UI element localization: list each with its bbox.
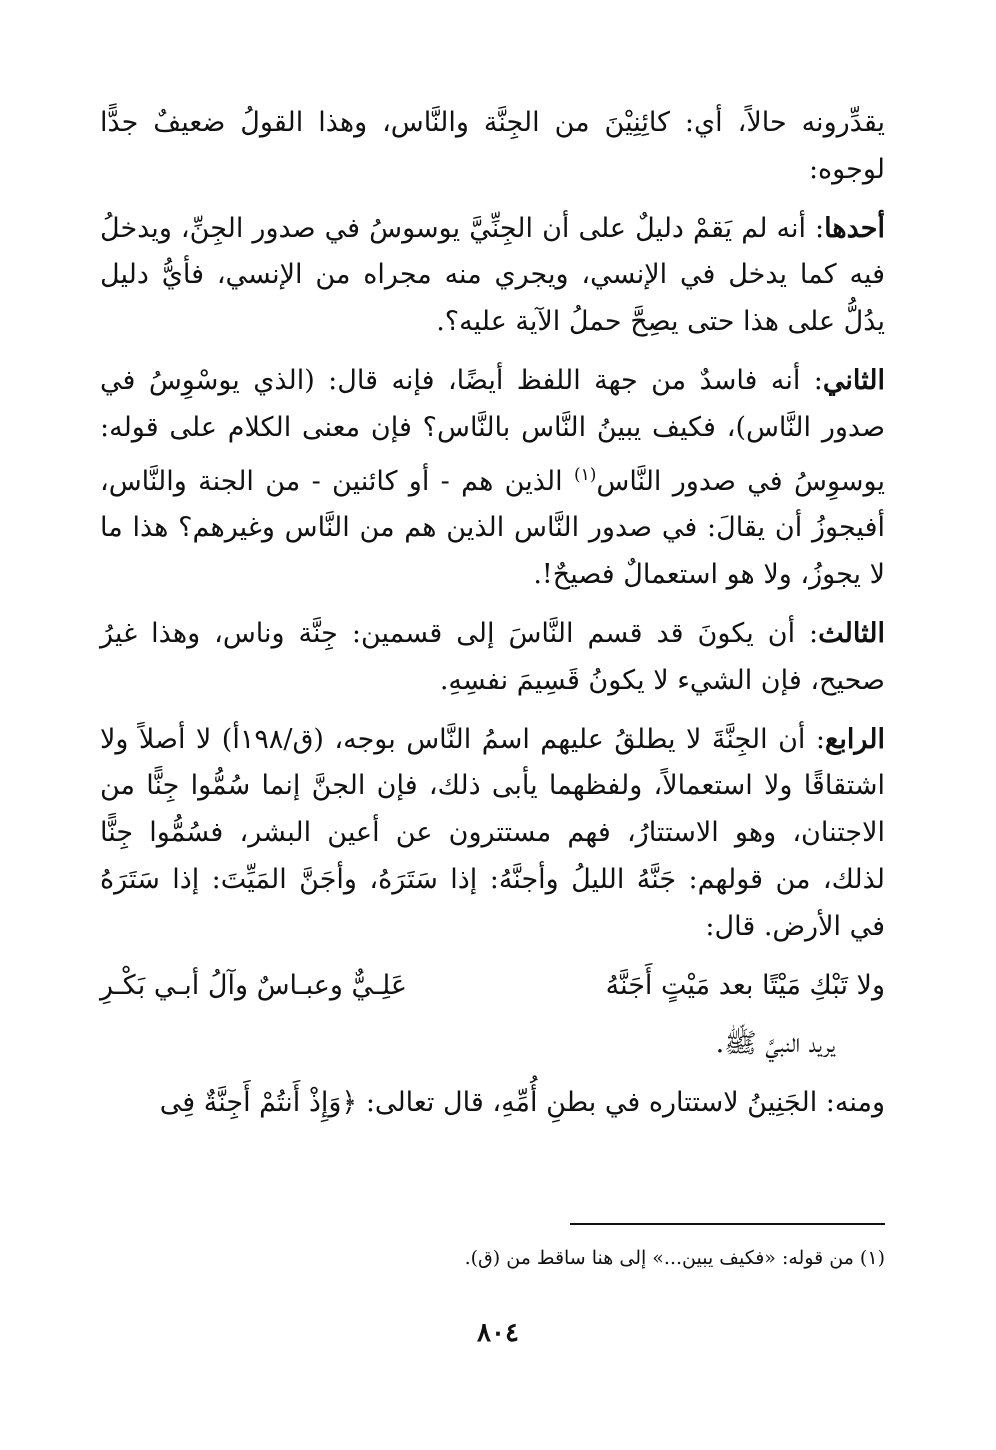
second-reason-text-rest: الذين هم - أو كائنين - من الجنة والنَّاس، أفيجوزُ أن يقالَ: في صدور النَّاس الذين هم من النَّاس وغيرهم؟ هذا ما لا يجوزُ، ولا هو استعمالٌ فصيحٌ!. bbox=[100, 465, 885, 591]
paragraph-fourth-reason bbox=[100, 717, 885, 951]
main-text bbox=[100, 100, 885, 1139]
footnote-text: (١) من قوله: «فكيف يبين...» إلى هنا ساقط من (ق). bbox=[464, 1247, 885, 1269]
second-reason-heading: الثاني bbox=[822, 364, 885, 396]
paragraph-janin bbox=[100, 1080, 885, 1127]
footnote bbox=[100, 1243, 885, 1273]
paragraph-first-reason bbox=[100, 206, 885, 346]
poetry-verse bbox=[100, 963, 885, 1010]
paragraph-intro bbox=[100, 100, 885, 194]
footnote-ref-1: (١) bbox=[573, 464, 597, 485]
first-reason-heading: أحدها bbox=[824, 212, 885, 244]
paragraph-janin-text: ومنه: الجَنِينُ لاستتاره في بطنِ أُمِّهِ، قال تعالى: ﴿وَإِذْ أَنتُمْ أَجِنَّةٌ فِى bbox=[159, 1087, 885, 1119]
paragraph-intro-text: يقدِّرونه حالاً، أي: كائِنِيْنَ من الجِنَّة والنَّاس، وهذا القولُ ضعيفٌ جدًّا لوجوه: bbox=[100, 107, 885, 185]
page-number: ٨٠٤ bbox=[477, 1318, 519, 1348]
verse-second-hemistich: عَلِـيٌّ وعبـاسٌ وآلُ أبـي بَكْـرِ bbox=[100, 969, 408, 1001]
verse-first-hemistich: ولا تَبْكِ مَيْتًا بعد مَيْتٍ أَجَنَّهُ bbox=[605, 969, 885, 1001]
footnote-separator bbox=[570, 1223, 885, 1225]
second-reason-text: : أنه فاسدٌ من جهة اللفظ أيضًا، فإنه قال: (الذي يوسْوِسُ في صدور النَّاس)، فكيف يبينُ النَّاس بالنَّاس؟ فإن معنى الكلام على قوله: يوسوِسُ في صدور النَّاس bbox=[100, 364, 885, 497]
third-reason-text: : أن يكونَ قد قسم النَّاسَ إلى قسمين: جِنَّة وناس، وهذا غيرُ صحيح، فإن الشيء لا يكونُ قَسِيمَ نفسِهِ. bbox=[100, 617, 885, 696]
first-reason-text: : أنه لم يَقمْ دليلٌ على أن الجِنِّيَّ يوسوسُ في صدور الجِنِّ، ويدخلُ فيه كما يدخل في الإنسي، ويجري منه مجراه من الإنسي، فأيُّ دليل يدُلُّ على هذا حتى يصِحَّ حملُ الآية عليه؟. bbox=[100, 212, 885, 338]
third-reason-heading: الثالث bbox=[818, 617, 885, 649]
fourth-reason-heading: الرابع bbox=[825, 723, 886, 755]
paragraph-third-reason bbox=[100, 611, 885, 705]
verse-note-text: يريد النبيَّ ﷺ. bbox=[715, 1028, 835, 1060]
paragraph-second-reason bbox=[100, 358, 885, 599]
verse-note bbox=[100, 1021, 885, 1068]
fourth-reason-text: : أن الجِنَّةَ لا يطلقُ عليهم اسمُ النَّاس بوجه، (ق/١٩٨أ) لا أصلاً ولا اشتقاقًا ولا استعمالاً، ولفظهما يأبى ذلك، فإن الجنَّ إنما سُمُّوا جِنًّا من الاجتنان، وهو الاستتارُ، فهم مستترون عن أعين البشر، فسُمُّوا جِنًّا لذلك، من قولهم: جَنَّهُ الليلُ وأجنَّهُ: إذا سَتَرَهُ، وأجَنَّ المَيِّتَ: إذا سَتَرَهُ في الأرض. قال: bbox=[100, 723, 885, 942]
